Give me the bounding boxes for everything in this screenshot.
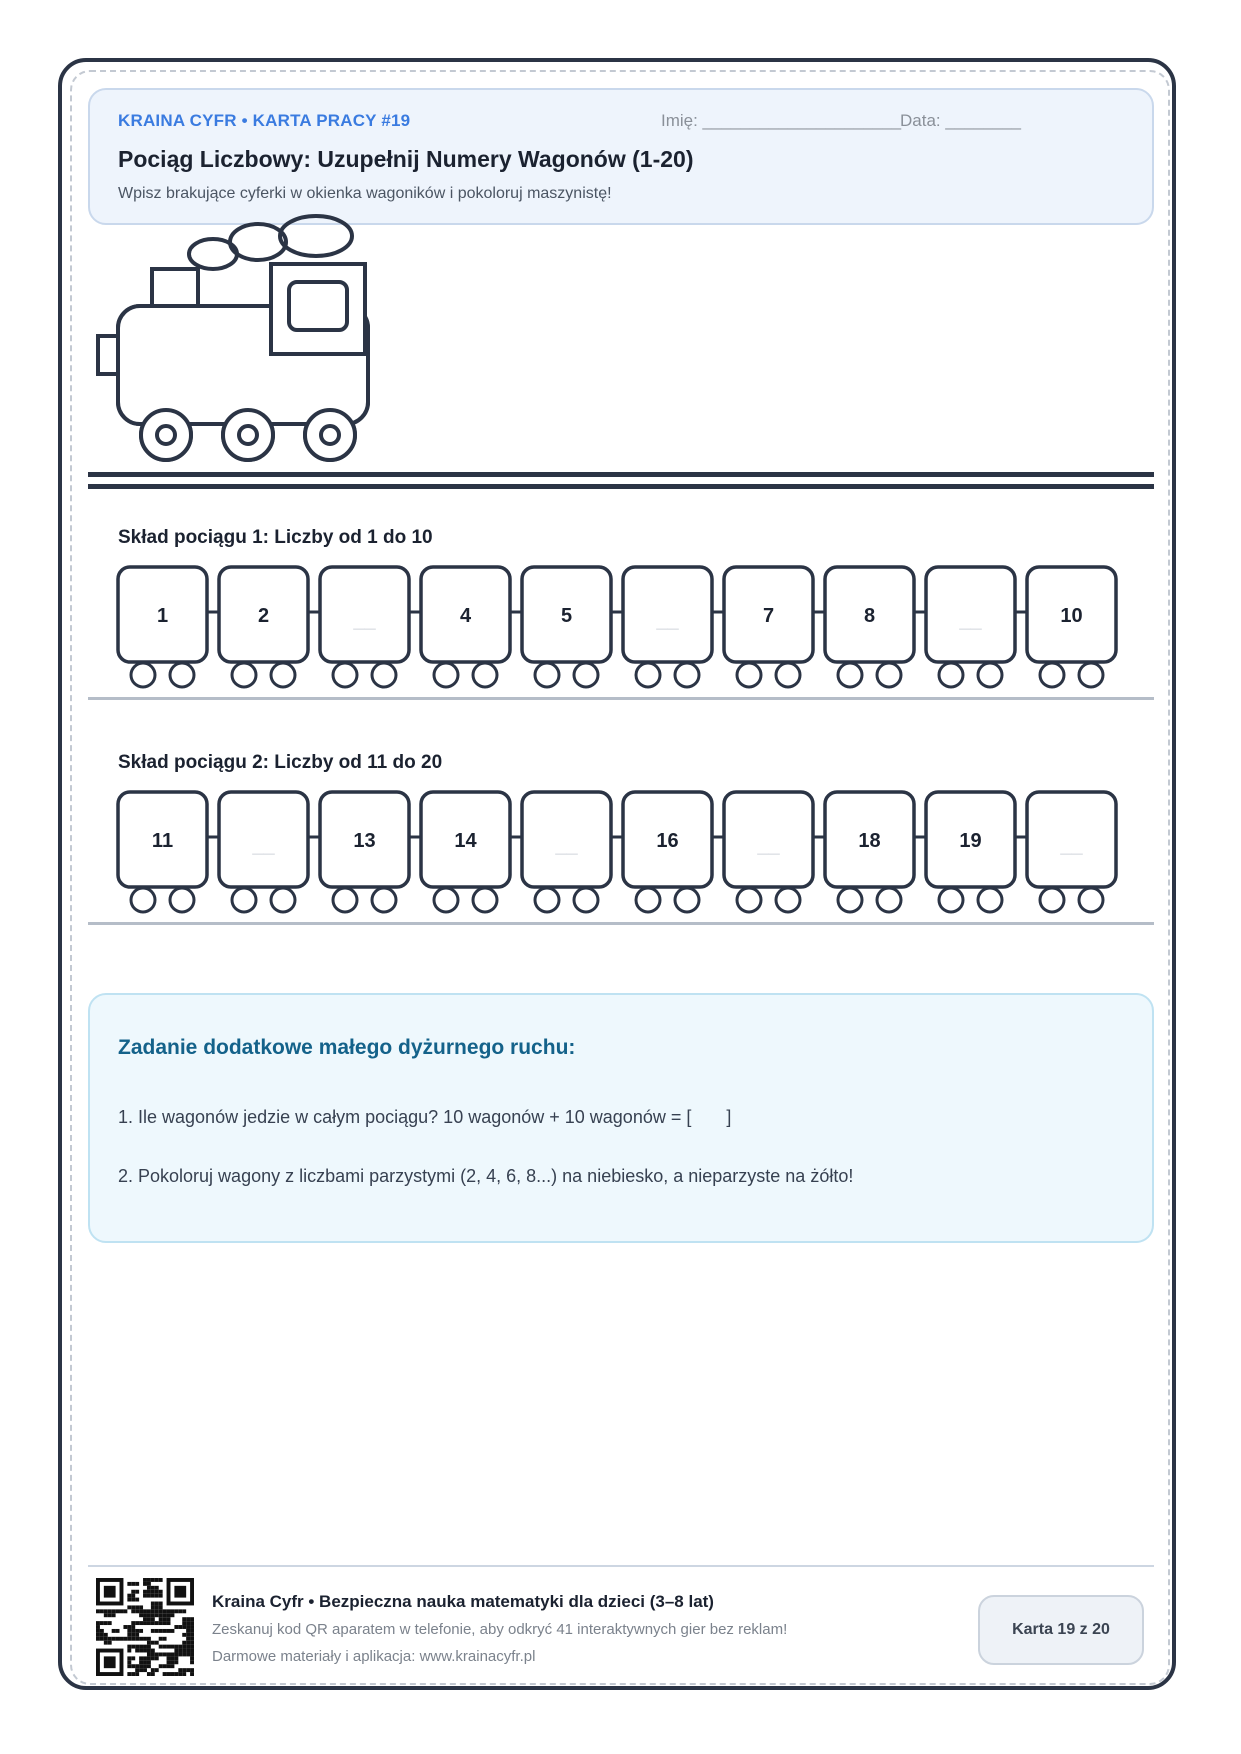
wagon-blank[interactable]: __ [252, 835, 275, 857]
wagon-wheel [636, 888, 660, 912]
wagon-wheel [131, 663, 155, 687]
footer-title: Kraina Cyfr • Bezpieczna nauka matematyki dla dzieci (3–8 lat) [212, 1592, 714, 1611]
wagon-number: 2 [257, 605, 270, 627]
wagon-wheel [978, 888, 1002, 912]
rail-top [88, 472, 1154, 477]
wagon-blank[interactable]: __ [656, 610, 679, 632]
buffer [98, 336, 118, 374]
wagon-wheel [372, 888, 396, 912]
wagon-wheel [737, 663, 761, 687]
wagon-number: 16 [656, 830, 679, 852]
extra-task-2: 2. Pokoloruj wagony z liczbami parzystymi (2, 4, 6, 8...) na niebiesko, a nieparzyste na żółto! [118, 1166, 854, 1186]
page-title: Pociąg Liczbowy: Uzupełnij Numery Wagonów (1-20) [118, 146, 694, 172]
wagon-wheel [232, 888, 256, 912]
wagon-wheel [473, 663, 497, 687]
wagon-wheel [372, 663, 396, 687]
footer-divider [88, 1565, 1154, 1567]
wagon-number: 4 [459, 605, 472, 627]
wagon-number: 13 [353, 830, 376, 852]
wagon-wheel [838, 888, 862, 912]
train2-ground [88, 922, 1154, 925]
wagon-wheel [434, 663, 458, 687]
wagon-number: 11 [151, 830, 174, 852]
wagon-number: 18 [858, 830, 881, 852]
wagon-wheel [170, 663, 194, 687]
qr-code[interactable] [96, 1578, 194, 1676]
wagon-wheel [333, 663, 357, 687]
date-field: Data: ________ [900, 111, 1021, 130]
wagon-wheel [131, 888, 155, 912]
train2-title: Skład pociągu 2: Liczby od 11 do 20 [118, 752, 443, 773]
wagon-number: 14 [454, 830, 477, 852]
wagon-wheel [333, 888, 357, 912]
train2-wagons [110, 790, 1130, 915]
wagon-blank[interactable]: __ [555, 835, 578, 857]
footer-qr-hint: Zeskanuj kod QR aparatem w telefonie, aby odkryć 41 interaktywnych gier bez reklam! [212, 1621, 788, 1638]
wagon-wheel [737, 888, 761, 912]
name-field: Imię: _____________________ [661, 111, 902, 130]
train1-ground [88, 697, 1154, 700]
train1-wagons [110, 565, 1130, 690]
wagon-number: 5 [560, 605, 573, 627]
wagon-number: 8 [863, 605, 876, 627]
wagon-wheel [574, 663, 598, 687]
wagon-blank[interactable]: __ [1060, 835, 1083, 857]
wagon-wheel [675, 663, 699, 687]
extra-task-1: 1. Ile wagonów jedzie w całym pociągu? 10 wagonów + 10 wagonów = [ ] [118, 1107, 732, 1127]
wagon-wheel [776, 663, 800, 687]
wagon-number: 1 [156, 605, 169, 627]
extra-task-title: Zadanie dodatkowe małego dyżurnego ruchu: [118, 1036, 576, 1059]
footer-website: Darmowe materiały i aplikacja: www.krainacyfr.pl [212, 1648, 536, 1665]
locomotive-illustration [96, 212, 396, 472]
wagon-blank[interactable]: __ [353, 610, 376, 632]
smoke-puff [280, 216, 352, 256]
wagon-wheel [535, 663, 559, 687]
wagon-wheel [877, 663, 901, 687]
wagon-blank[interactable]: __ [959, 610, 982, 632]
wagon-wheel [978, 663, 1002, 687]
wagon-wheel [1040, 663, 1064, 687]
chimney [152, 269, 198, 306]
page-number-badge: Karta 19 z 20 [978, 1595, 1144, 1665]
wagon-blank[interactable]: __ [757, 835, 780, 857]
wagon-wheel [838, 663, 862, 687]
wagon-wheel [473, 888, 497, 912]
train1-title: Skład pociągu 1: Liczby od 1 do 10 [118, 527, 433, 548]
rail-bottom [88, 484, 1154, 489]
wagon-wheel [535, 888, 559, 912]
wagon-wheel [675, 888, 699, 912]
wagon-wheel [939, 888, 963, 912]
wagon-wheel [877, 888, 901, 912]
brand-label: KRAINA CYFR • KARTA PRACY #19 [118, 111, 411, 130]
wagon-wheel [1079, 663, 1103, 687]
wagon-wheel [939, 663, 963, 687]
wagon-wheel [232, 663, 256, 687]
wagon-number: 19 [959, 830, 982, 852]
wagon-wheel [170, 888, 194, 912]
wagon-wheel [271, 888, 295, 912]
wagon-wheel [271, 663, 295, 687]
wagon-wheel [434, 888, 458, 912]
wagon-wheel [1079, 888, 1103, 912]
wagon-number: 10 [1060, 605, 1083, 627]
smoke-puff [230, 224, 286, 260]
wagon-wheel [1040, 888, 1064, 912]
wagon-wheel [574, 888, 598, 912]
page-subtitle: Wpisz brakujące cyferki w okienka wagoników i pokoloruj maszynistę! [118, 185, 612, 202]
wagon-number: 7 [762, 605, 775, 627]
wagon-wheel [776, 888, 800, 912]
wagon-wheel [636, 663, 660, 687]
